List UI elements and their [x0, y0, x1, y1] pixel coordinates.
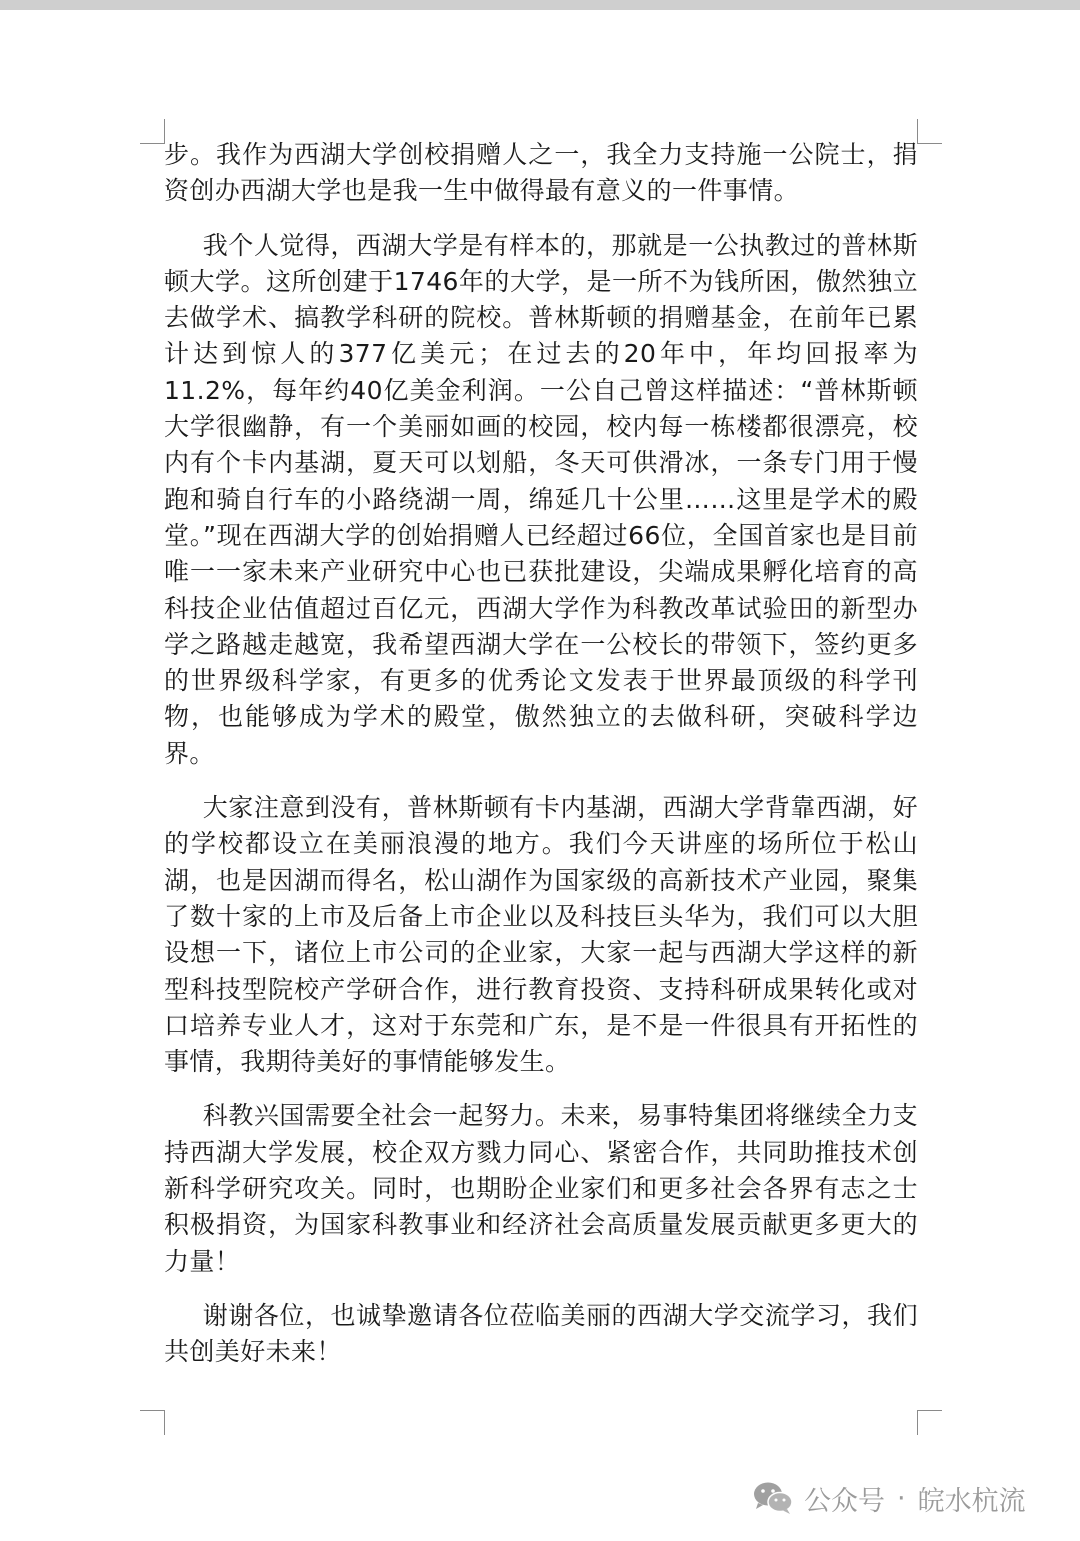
document-body	[164, 137, 918, 1389]
margin-corner-bottom-right	[917, 1410, 942, 1435]
paragraph-2: 我个人觉得，西湖大学是有样本的，那就是一公执教过的普林斯顿大学。这所创建于1746年的大学，是一所不为钱所困，傲然独立去做学术、搞教学科研的院校。普林斯顿的捐赠基金，在前年已累计达到惊人的377亿美元；在过去的20年中，年均回报率为11.2%，每年约40亿美金利润。一公自己曾这样描述：“普林斯顿大学很幽静，有一个美丽如画的校园，校内每一栋楼都很漂亮，校内有个卡内基湖，夏天可以划船，冬天可供滑冰，一条专门用于慢跑和骑自行车的小路绕湖一周，绵延几十公里……这里是学术的殿堂。”现在西湖大学的创始捐赠人已经超过66位，全国首家也是目前唯一一家未来产业研究中心也已获批建设，尖端成果孵化培育的高科技企业估值超过百亿元，西湖大学作为科教改革试验田的新型办学之路越走越宽，我希望西湖大学在一公校长的带领下，签约更多的世界级科学家，有更多的优秀论文发表于世界最顶级的科学刊物，也能够成为学术的殿堂，傲然独立的去做科研，突破科学边界。	[164, 230, 918, 768]
paragraph-5: 谢谢各位，也诚挚邀请各位莅临美丽的西湖大学交流学习，我们共创美好未来！	[164, 1300, 918, 1367]
window-top-bar	[0, 0, 1080, 10]
watermark-separator: ·	[897, 1482, 906, 1514]
paragraph-3: 大家注意到没有，普林斯顿有卡内基湖，西湖大学背靠西湖，好的学校都设立在美丽浪漫的地方。我们今天讲座的场所位于松山湖，也是因湖而得名，松山湖作为国家级的高新技术产业园，聚集了数十家的上市及后备上市企业以及科技巨头华为，我们可以大胆设想一下，诸位上市公司的企业家，大家一起与西湖大学这样的新型科技型院校产学研合作，进行教育投资、支持科研成果转化或对口培养专业人才，这对于东莞和广东，是不是一件很具有开拓性的事情，我期待美好的事情能够发生。	[164, 793, 918, 1077]
watermark-prefix: 公众号	[804, 1485, 885, 1517]
margin-corner-top-right	[917, 119, 942, 144]
watermark-account: 皖水杭流	[917, 1485, 1026, 1517]
wechat-icon	[752, 1480, 794, 1516]
margin-corner-bottom-left	[140, 1410, 165, 1435]
margin-corner-top-left	[140, 119, 165, 144]
wechat-watermark	[752, 1478, 1026, 1518]
paragraph-4: 科教兴国需要全社会一起努力。未来，易事特集团将继续全力支持西湖大学发展，校企双方戮力同心、紧密合作，共同助推技术创新科学研究攻关。同时，也期盼企业家们和更多社会各界有志之士积极捐资，为国家科教事业和经济社会高质量发展贡献更多更大的力量！	[164, 1101, 918, 1276]
paragraph-1: 步。我作为西湖大学创校捐赠人之一，我全力支持施一公院士，捐资创办西湖大学也是我一生中做得最有意义的一件事情。	[164, 140, 918, 206]
